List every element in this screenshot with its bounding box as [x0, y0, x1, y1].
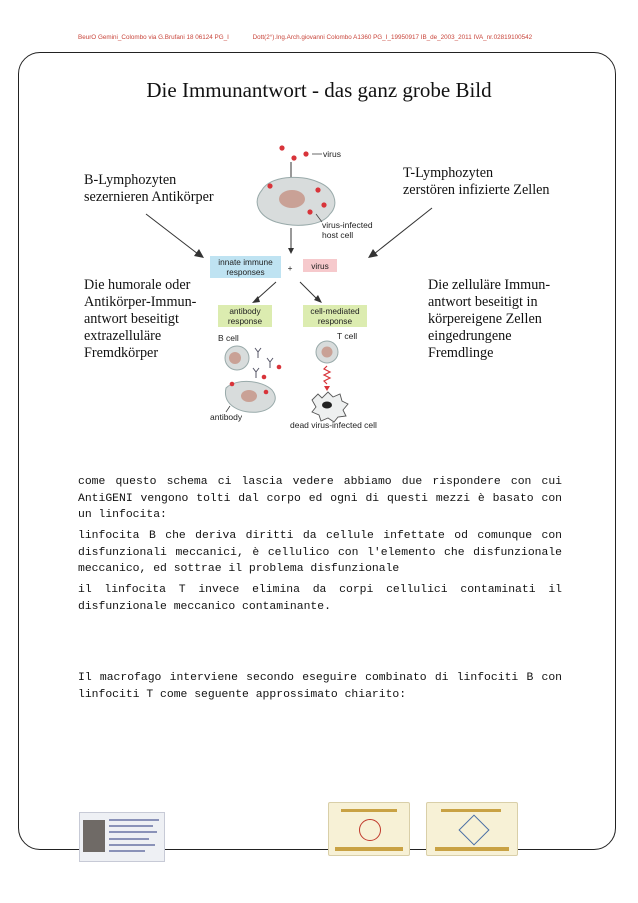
- dead-cell-label: dead virus-infected cell: [290, 420, 377, 430]
- antibodies: [253, 348, 273, 378]
- cell-mediated-label-2: response: [317, 316, 353, 326]
- antibody-response-label-2: response: [227, 316, 263, 326]
- paragraph-1: come questo schema ci lascia vedere abbiamo due rispondere con cui AntiGENI vengono tolti dal corpo ed ogni di questi mezzi è basato con un linfocita:: [78, 476, 562, 521]
- label-b-lymphozyten: B-Lymphozyten sezernieren Antikörper: [84, 172, 214, 205]
- virus-box-label: virus: [311, 261, 329, 271]
- portrait-photo: [83, 820, 105, 852]
- id-card-stamp: [79, 812, 165, 862]
- b-cell-label: B cell: [218, 333, 239, 343]
- label-t-lymphozyten: T-Lymphozyten zerstören infizierte Zellen: [403, 165, 550, 198]
- host-cell-nucleus: [279, 190, 305, 208]
- paragraph-3: il linfocita T invece elimina da corpi cellulici contaminati il disfunzionale meccanico contaminante.: [78, 584, 562, 613]
- label-humorale-antwort: Die humorale oder Antikörper-Immun- antwort beseitigt extrazelluläre Fremdkörper: [84, 277, 197, 361]
- host-cell-label-1: virus-infected: [322, 220, 373, 230]
- virus-particle: [291, 155, 296, 160]
- paragraph-4: Il macrofago interviene secondo eseguire combinato di linfociti B con linfociti T come seguente approssimato chiarito:: [78, 672, 562, 701]
- killing-signal: [324, 366, 330, 384]
- header-right: Dott(2°).Ing.Arch.giovanni Colombo A1360 PG_I_19950917 IB_de_2003_2011 IVA_nr.02819100542: [252, 34, 533, 41]
- virus-label: virus: [323, 149, 341, 159]
- paragraph-2: linfocita B che deriva diritti da cellule infettate od comunque con disfunzionali meccanici, è cellulico con l'elemento che disfunzionale meccanico, ed sottrae il problema disfunzionale: [78, 530, 562, 575]
- cell-mediated-label-1: cell-mediated: [310, 306, 360, 316]
- t-cell-label: T cell: [337, 331, 358, 341]
- label-zellulaere-antwort: Die zelluläre Immun- antwort beseitigt in körpereigene Zellen eingedrungene Fremdlinge: [428, 277, 551, 361]
- seal-stamp-2: [426, 802, 518, 856]
- innate-label-2: responses: [226, 267, 265, 277]
- antibody-response-label-1: antibody: [229, 306, 261, 316]
- virus-particle: [303, 151, 308, 156]
- antibody-label: antibody: [210, 412, 243, 422]
- plus-sign: +: [287, 263, 293, 273]
- header-left: BeurO Gemini_Colombo via G.Brufani 18 06124 PG_I: [78, 34, 229, 41]
- slide-title: Die Immunantwort - das ganz grobe Bild: [146, 78, 492, 102]
- innate-label-1: innate immune: [218, 257, 273, 267]
- seal-stamp-1: [328, 802, 410, 856]
- host-cell-label-2: host cell: [322, 230, 354, 240]
- virus-particle: [279, 145, 284, 150]
